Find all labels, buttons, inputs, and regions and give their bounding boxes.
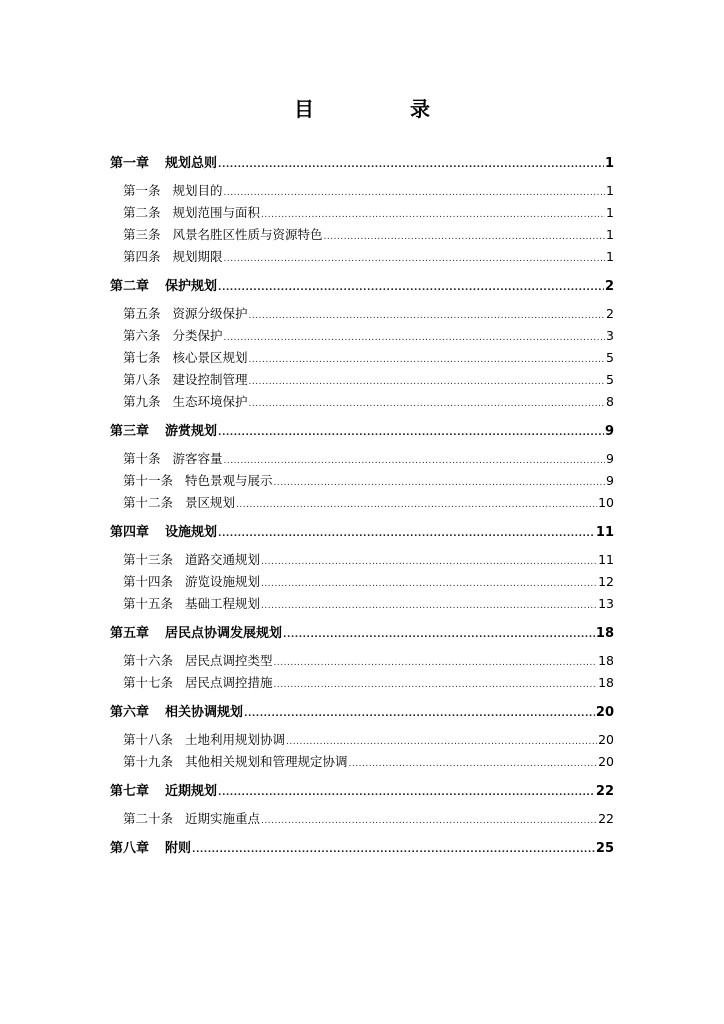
article-number: 第八条 xyxy=(123,372,161,387)
leader-dots xyxy=(224,188,606,198)
article-title: 规划目的 xyxy=(172,183,223,198)
toc-article-row[interactable] xyxy=(110,572,614,594)
article-number: 第九条 xyxy=(123,394,161,409)
article-label xyxy=(123,550,260,568)
chapter-title: 规划总则 xyxy=(165,156,218,171)
chapter-page-number: 1 xyxy=(604,156,614,171)
table-of-contents xyxy=(110,152,614,859)
leader-dots xyxy=(218,160,604,170)
leader-dots xyxy=(224,333,606,343)
article-label xyxy=(123,203,260,221)
leader-dots xyxy=(349,759,598,769)
leader-dots xyxy=(236,500,597,510)
leader-dots xyxy=(244,709,595,719)
article-number: 第十七条 xyxy=(123,675,174,690)
article-number: 第七条 xyxy=(123,350,161,365)
chapter-page-number: 2 xyxy=(604,279,614,294)
article-page-number: 18 xyxy=(598,653,614,668)
leader-dots xyxy=(218,788,595,798)
toc-article-row[interactable] xyxy=(110,392,614,414)
article-number: 第十二条 xyxy=(123,495,174,510)
article-label xyxy=(123,370,248,388)
chapter-label xyxy=(110,152,217,171)
chapter-title: 设施规划 xyxy=(165,525,218,540)
chapter-label xyxy=(110,420,217,439)
chapter-page-number: 20 xyxy=(595,705,614,720)
article-number: 第十九条 xyxy=(123,754,174,769)
article-page-number: 5 xyxy=(606,350,614,365)
leader-dots xyxy=(324,232,606,242)
article-label xyxy=(123,304,248,322)
article-label xyxy=(123,730,285,748)
article-title: 核心景区规划 xyxy=(172,350,248,365)
article-title: 土地利用规划协调 xyxy=(185,732,286,747)
article-page-number: 11 xyxy=(598,552,614,567)
chapter-number: 第六章 xyxy=(110,705,150,720)
article-number: 第二条 xyxy=(123,205,161,220)
chapter-label xyxy=(110,622,282,641)
toc-article-row[interactable] xyxy=(110,730,614,752)
article-number: 第十四条 xyxy=(123,574,174,589)
article-page-number: 18 xyxy=(598,675,614,690)
article-title: 近期实施重点 xyxy=(185,811,261,826)
article-page-number: 1 xyxy=(606,205,614,220)
toc-article-row[interactable] xyxy=(110,471,614,493)
toc-article-row[interactable] xyxy=(110,550,614,572)
leader-dots xyxy=(249,355,606,365)
chapter-title: 相关协调规划 xyxy=(165,705,244,720)
article-number: 第六条 xyxy=(123,328,161,343)
article-number: 第十条 xyxy=(123,451,161,466)
article-title: 特色景观与展示 xyxy=(185,473,273,488)
chapter-title: 游赏规划 xyxy=(165,424,218,439)
article-title: 基础工程规划 xyxy=(185,596,261,611)
leader-dots xyxy=(261,557,597,567)
article-label xyxy=(123,449,223,467)
article-page-number: 20 xyxy=(598,732,614,747)
article-page-number: 13 xyxy=(598,596,614,611)
toc-chapter-row[interactable] xyxy=(110,622,614,644)
toc-chapter-row[interactable] xyxy=(110,701,614,723)
article-page-number: 22 xyxy=(598,811,614,826)
leader-dots xyxy=(261,601,597,611)
chapter-page-number: 25 xyxy=(595,841,614,856)
toc-article-row[interactable] xyxy=(110,493,614,515)
article-title: 道路交通规划 xyxy=(185,552,261,567)
chapter-title: 保护规划 xyxy=(165,279,218,294)
leader-dots xyxy=(274,478,606,488)
leader-dots xyxy=(218,428,604,438)
article-title: 其他相关规划和管理规定协调 xyxy=(185,754,348,769)
article-page-number: 1 xyxy=(606,227,614,242)
toc-chapter-row[interactable] xyxy=(110,420,614,442)
article-page-number: 1 xyxy=(606,183,614,198)
article-title: 规划期限 xyxy=(172,249,223,264)
chapter-title: 居民点协调发展规划 xyxy=(165,626,283,641)
article-number: 第一条 xyxy=(123,183,161,198)
toc-chapter-row[interactable] xyxy=(110,152,614,174)
chapter-title: 近期规划 xyxy=(165,784,218,799)
article-title: 分类保护 xyxy=(172,328,223,343)
chapter-page-number: 9 xyxy=(604,424,614,439)
chapter-number: 第一章 xyxy=(110,156,150,171)
article-page-number: 3 xyxy=(606,328,614,343)
article-number: 第十五条 xyxy=(123,596,174,611)
chapter-number: 第七章 xyxy=(110,784,150,799)
chapter-number: 第八章 xyxy=(110,841,150,856)
chapter-page-number: 18 xyxy=(595,626,614,641)
article-title: 建设控制管理 xyxy=(172,372,248,387)
page-title: 目 录 xyxy=(294,97,468,121)
article-label xyxy=(123,471,273,489)
toc-article-row[interactable] xyxy=(110,651,614,673)
chapter-number: 第三章 xyxy=(110,424,150,439)
leader-dots xyxy=(274,680,598,690)
article-title: 游客容量 xyxy=(172,451,223,466)
chapter-title: 附则 xyxy=(165,841,192,856)
article-number: 第三条 xyxy=(123,227,161,242)
chapter-label xyxy=(110,837,191,856)
toc-article-row[interactable] xyxy=(110,326,614,348)
leader-dots xyxy=(224,254,606,264)
toc-article-row[interactable] xyxy=(110,594,614,616)
article-page-number: 8 xyxy=(606,394,614,409)
leader-dots xyxy=(274,658,598,668)
article-page-number: 9 xyxy=(606,451,614,466)
article-number: 第十一条 xyxy=(123,473,174,488)
article-page-number: 12 xyxy=(598,574,614,589)
leader-dots xyxy=(249,377,606,387)
leader-dots xyxy=(224,456,606,466)
article-label xyxy=(123,594,260,612)
leader-dots xyxy=(261,579,597,589)
toc-chapter-row[interactable] xyxy=(110,837,614,859)
article-label xyxy=(123,651,273,669)
article-number: 第十八条 xyxy=(123,732,174,747)
article-page-number: 20 xyxy=(598,754,614,769)
article-page-number: 10 xyxy=(598,495,614,510)
leader-dots xyxy=(249,399,606,409)
article-page-number: 9 xyxy=(606,473,614,488)
article-label xyxy=(123,572,260,590)
toc-article-row[interactable] xyxy=(110,449,614,471)
article-page-number: 2 xyxy=(606,306,614,321)
leader-dots xyxy=(261,210,605,220)
article-title: 景区规划 xyxy=(185,495,236,510)
article-number: 第四条 xyxy=(123,249,161,264)
article-page-number: 5 xyxy=(606,372,614,387)
article-label xyxy=(123,326,223,344)
leader-dots xyxy=(218,529,595,539)
chapter-page-number: 22 xyxy=(595,784,614,799)
article-label xyxy=(123,673,273,691)
toc-article-row[interactable] xyxy=(110,370,614,392)
toc-article-row[interactable] xyxy=(110,203,614,225)
toc-article-row[interactable] xyxy=(110,348,614,370)
article-label xyxy=(123,809,260,827)
toc-article-row[interactable] xyxy=(110,673,614,695)
article-title: 居民点调控措施 xyxy=(185,675,273,690)
leader-dots xyxy=(249,311,606,321)
toc-article-row[interactable] xyxy=(110,304,614,326)
toc-chapter-row[interactable] xyxy=(110,275,614,297)
toc-article-row[interactable] xyxy=(110,181,614,203)
article-label xyxy=(123,392,248,410)
chapter-label xyxy=(110,521,217,540)
chapter-label xyxy=(110,275,217,294)
article-title: 居民点调控类型 xyxy=(185,653,273,668)
article-number: 第十三条 xyxy=(123,552,174,567)
chapter-number: 第二章 xyxy=(110,279,150,294)
article-number: 第五条 xyxy=(123,306,161,321)
leader-dots xyxy=(192,845,595,855)
article-number: 第二十条 xyxy=(123,811,174,826)
article-label xyxy=(123,348,248,366)
chapter-page-number: 11 xyxy=(595,525,614,540)
article-label xyxy=(123,181,223,199)
leader-dots xyxy=(283,630,595,640)
article-label xyxy=(123,752,348,770)
toc-chapter-row[interactable] xyxy=(110,780,614,802)
article-title: 生态环境保护 xyxy=(172,394,248,409)
article-title: 游览设施规划 xyxy=(185,574,261,589)
article-label xyxy=(123,225,323,243)
toc-chapter-row[interactable] xyxy=(110,521,614,543)
chapter-label xyxy=(110,701,243,720)
toc-article-row[interactable] xyxy=(110,225,614,247)
article-label xyxy=(123,247,223,265)
article-title: 资源分级保护 xyxy=(172,306,248,321)
leader-dots xyxy=(218,283,604,293)
toc-article-row[interactable] xyxy=(110,809,614,831)
leader-dots xyxy=(261,816,597,826)
article-title: 规划范围与面积 xyxy=(172,205,261,220)
article-page-number: 1 xyxy=(606,249,614,264)
article-label xyxy=(123,493,235,511)
toc-article-row[interactable] xyxy=(110,247,614,269)
toc-article-row[interactable] xyxy=(110,752,614,774)
chapter-number: 第四章 xyxy=(110,525,150,540)
chapter-number: 第五章 xyxy=(110,626,150,641)
article-number: 第十六条 xyxy=(123,653,174,668)
leader-dots xyxy=(286,737,597,747)
chapter-label xyxy=(110,780,217,799)
article-title: 风景名胜区性质与资源特色 xyxy=(172,227,323,242)
